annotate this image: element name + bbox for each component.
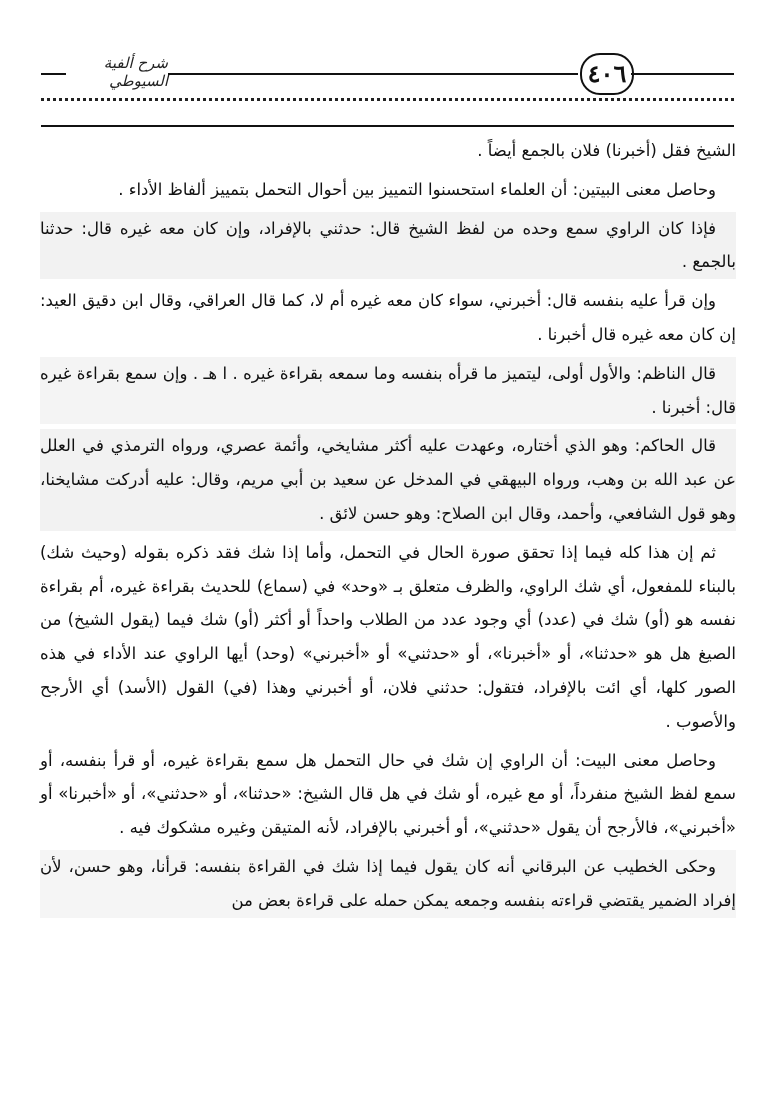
running-title: شرح ألفية السيوطي xyxy=(103,54,168,90)
header-rule xyxy=(41,73,66,75)
paragraph: الشيخ فقل (أخبرنا) فلان بالجمع أيضاً . xyxy=(477,141,736,160)
paragraph: وحاصل معنى البيت: أن الراوي إن شك في حال التحمل هل سمع بقراءة غيره، أو قرأ بنفسه، أو سمع لفظ الشيخ منفرداً، أو مع غيره، أو شك في هل قال الشيخ: «حدثنا»، أو «حدثني»، أو «أخبرنا» أو «أخبرني»، فالأرجح أن يقول «حدثني»، أو أخبرني بالإفراد، لأنه المتيقن وغيره مشكوك فيه . xyxy=(40,750,736,838)
paragraph: وإن قرأ عليه بنفسه قال: أخبرني، سواء كان معه غيره أم لا، كما قال العراقي، وقال ابن دقيق العيد: إن كان معه غيره قال أخبرنا . xyxy=(40,291,736,344)
page-header xyxy=(0,0,774,120)
body-text xyxy=(40,134,736,923)
paragraph: قال الناظم: والأول أولى، ليتميز ما قرأه بنفسه وما سمعه بقراءة غيره . ا هـ . وإن سمع بقراءة غيره قال: أخبرنا . xyxy=(40,357,736,425)
paragraph: قال الحاكم: وهو الذي أختاره، وعهدت عليه أكثر مشايخي، وأئمة عصري، ورواه الترمذي في العلل عن عبد الله بن وهب، ورواه البيهقي في المدخل عن سعيد بن أبي مريم، وقال: عليه أدركت مشايخنا، وهو قول الشافعي، وأحمد، وقال ابن الصلاح: وهو حسن لائق . xyxy=(40,429,736,530)
header-divider xyxy=(41,125,734,127)
dotted-divider xyxy=(41,98,734,111)
header-rule xyxy=(168,73,578,75)
header-rule xyxy=(631,73,734,75)
paragraph: فإذا كان الراوي سمع وحده من لفظ الشيخ قال: حدثني بالإفراد، وإن كان معه غيره قال: حدثنا بالجمع . xyxy=(40,212,736,280)
paragraph: وحكى الخطيب عن البرقاني أنه كان يقول فيما إذا شك في القراءة بنفسه: قرأنا، وهو حسن، لأن إفراد الضمير يقتضي قراءته بنفسه وجمعه يمكن حمله على قراءة بعض من xyxy=(40,850,736,918)
paragraph: وحاصل معنى البيتين: أن العلماء استحسنوا التمييز بين أحوال التحمل بتمييز ألفاظ الأداء . xyxy=(118,179,716,199)
page-number: ٤٠٦ xyxy=(580,53,634,95)
paragraph: ثم إن هذا كله فيما إذا تحقق صورة الحال في التحمل، وأما إذا شك فقد ذكره بقوله (وحيث شك) بالبناء للمفعول، أي شك الراوي، والظرف متعلق بـ «وحد» في (سماع) للحديث بقراءة غيره، أم بقراءة نفسه هو (أو) شك في (عدد) أي وجود عدد من الطلاب واحداً أو أكثر (أو) شك فيما (يقول الشيخ) من الصيغ هل هو «حدثنا»، أو «أخبرنا»، أو «حدثني» أو «أخبرني» (وحد) أيها الراوي عند الأداء في هذه الصور كلها، أي ائت بالإفراد، فتقول: حدثني فلان، أو أخبرني وهذا (في) القول (الأسد) أي الأرجح والأصوب . xyxy=(40,542,736,731)
